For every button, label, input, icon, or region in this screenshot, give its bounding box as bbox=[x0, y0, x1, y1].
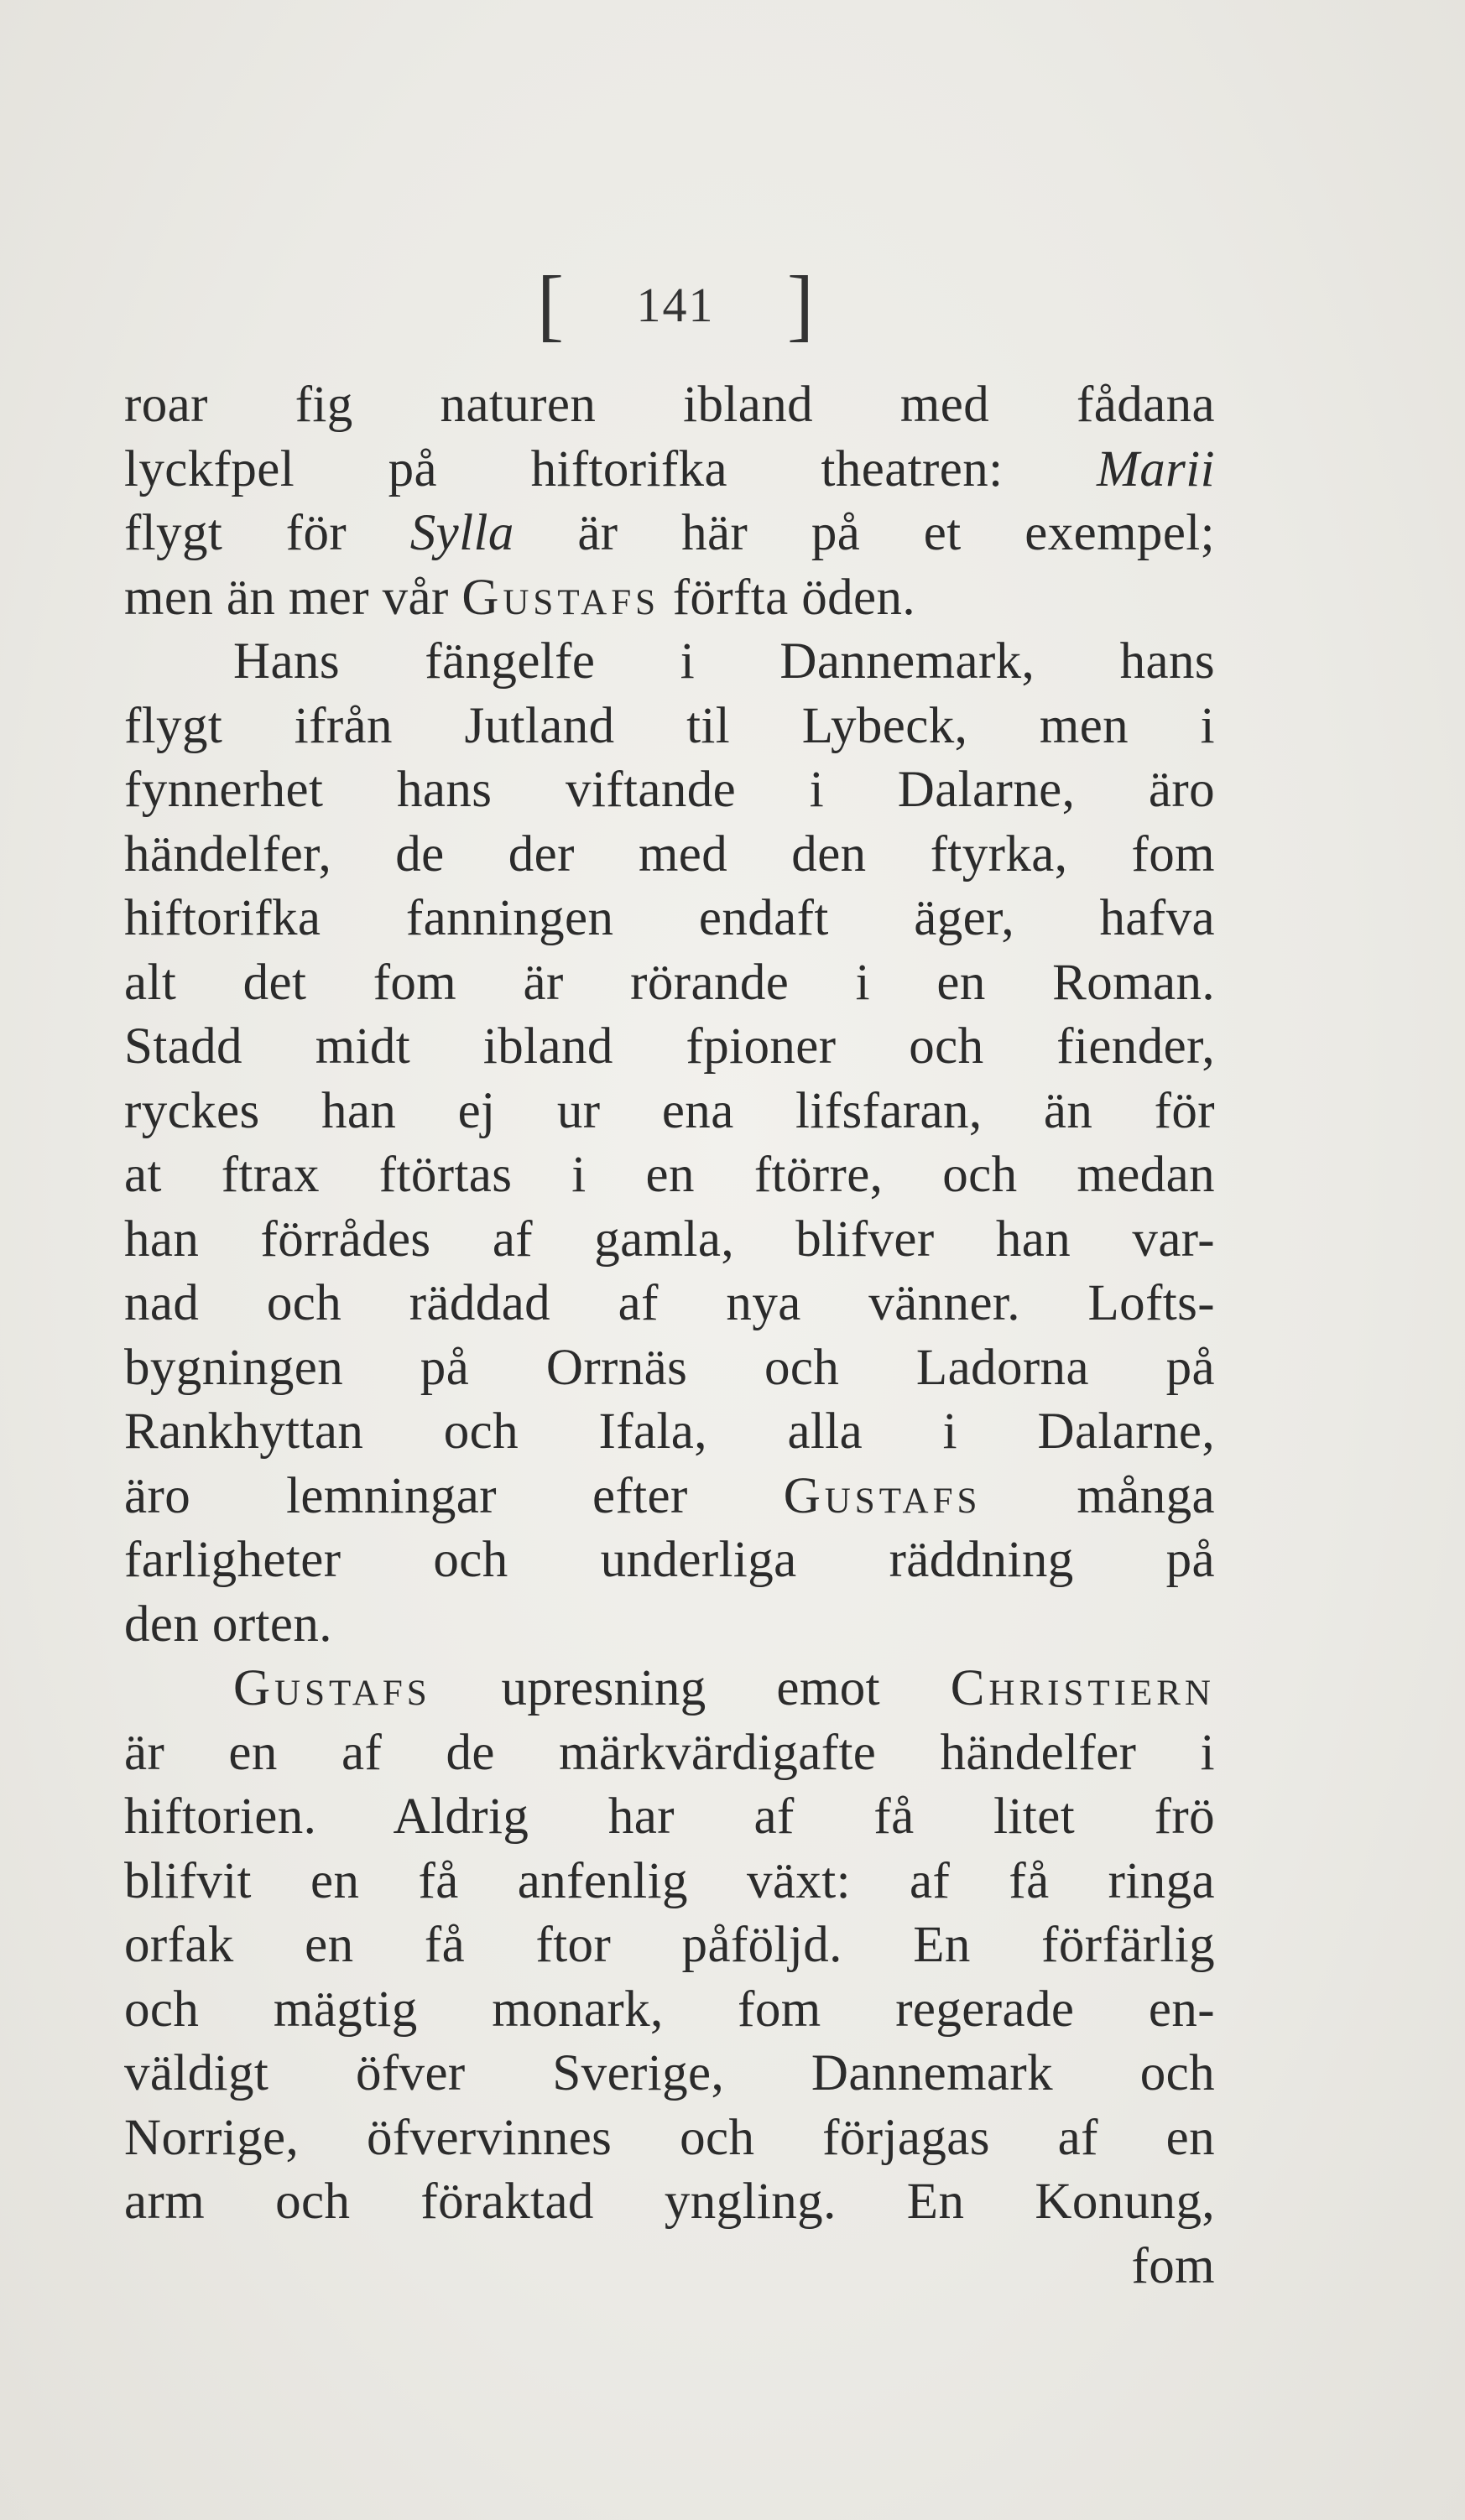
small-caps-name: Gustafs bbox=[461, 569, 660, 626]
text-line bbox=[124, 887, 1215, 951]
text-line bbox=[124, 951, 1215, 1016]
text-segment: Rankhyttan och Ifala, alla i Dalarne, bbox=[124, 1403, 1215, 1460]
text-line bbox=[124, 630, 1215, 695]
text-segment: är en af de märkvärdigafte händelfer i bbox=[124, 1724, 1215, 1781]
text-line bbox=[124, 502, 1215, 566]
text-line bbox=[124, 758, 1215, 823]
text-line bbox=[124, 1593, 1215, 1658]
text-line bbox=[124, 1657, 1215, 1721]
text-line bbox=[124, 1528, 1215, 1593]
text-segment: hiftorifka fanningen endaft äger, hafva bbox=[124, 890, 1215, 946]
page-number: 141 bbox=[636, 277, 715, 332]
text-line bbox=[124, 1913, 1215, 1978]
text-line bbox=[124, 1785, 1215, 1850]
text-segment: flygt ifrån Jutland til Lybeck, men i bbox=[124, 697, 1215, 754]
text-line bbox=[124, 1850, 1215, 1914]
text-segment: roar fig naturen ibland med fådana bbox=[124, 377, 1215, 433]
text-segment: lyckfpel på hiftorifka theatren: bbox=[124, 440, 1097, 497]
text-segment: många bbox=[981, 1467, 1216, 1524]
text-segment: orfak en få ftor påföljd. En förfärlig bbox=[124, 1917, 1215, 1973]
text-segment: upresning emot bbox=[430, 1660, 951, 1716]
text-line bbox=[124, 1015, 1215, 1080]
catchword: fom bbox=[1131, 2237, 1215, 2294]
text-line bbox=[124, 566, 1215, 631]
text-segment: Stadd midt ibland fpioner och fiender, bbox=[124, 1018, 1215, 1075]
text-segment: äro lemningar efter bbox=[124, 1467, 784, 1524]
page-header bbox=[537, 258, 814, 351]
text-line bbox=[124, 1272, 1215, 1336]
text-line bbox=[124, 823, 1215, 888]
text-segment: förfta öden. bbox=[660, 569, 916, 626]
text-segment: blifvit en få anfenlig växt: af få ringa bbox=[124, 1852, 1215, 1909]
text-line bbox=[124, 1336, 1215, 1401]
italic-name: Sylla bbox=[409, 505, 514, 561]
text-line bbox=[124, 373, 1215, 438]
text-line bbox=[124, 1721, 1215, 1786]
text-segment: men än mer vår bbox=[124, 569, 462, 626]
text-line bbox=[124, 1400, 1215, 1465]
small-caps-name: Gustafs bbox=[233, 1660, 431, 1716]
text-segment: är här på et exempel; bbox=[514, 505, 1215, 561]
text-line bbox=[124, 438, 1215, 502]
right-bracket: ] bbox=[787, 259, 814, 349]
text-line bbox=[124, 2106, 1215, 2171]
text-segment: nad och räddad af nya vänner. Lofts- bbox=[124, 1275, 1215, 1331]
text-segment: väldigt öfver Sverige, Dannemark och bbox=[124, 2045, 1215, 2101]
text-segment: händelfer, de der med den ftyrka, fom bbox=[124, 825, 1215, 883]
text-line bbox=[124, 1208, 1215, 1273]
text-segment: arm och föraktad yngling. En Konung, bbox=[124, 2174, 1215, 2230]
text-segment: flygt för bbox=[124, 505, 410, 561]
text-segment: den orten. bbox=[124, 1596, 332, 1653]
text-line bbox=[124, 1143, 1215, 1208]
left-bracket: [ bbox=[537, 259, 564, 349]
text-line bbox=[124, 2042, 1215, 2106]
text-line bbox=[124, 2170, 1215, 2235]
text-segment: ryckes han ej ur ena lifsfaran, än för bbox=[124, 1082, 1215, 1139]
small-caps-name: Christiern bbox=[950, 1660, 1215, 1716]
text-segment: han förrådes af gamla, blifver han var- bbox=[124, 1211, 1215, 1268]
text-segment: hiftorien. Aldrig har af få litet frö bbox=[124, 1788, 1215, 1845]
text-segment: Hans fängelfe i Dannemark, hans bbox=[233, 633, 1215, 690]
text-segment: bygningen på Orrnäs och Ladorna på bbox=[124, 1339, 1215, 1396]
text-segment: Norrige, öfvervinnes och förjagas af en bbox=[124, 2109, 1215, 2166]
text-segment: farligheter och underliga räddning på bbox=[124, 1532, 1215, 1588]
text-line bbox=[124, 1465, 1215, 1529]
text-line bbox=[124, 695, 1215, 759]
body-text bbox=[124, 373, 1215, 2299]
text-segment: at ftrax ftörtas i en ftörre, och medan bbox=[124, 1147, 1215, 1203]
text-line bbox=[124, 1080, 1215, 1144]
small-caps-name: Gustafs bbox=[783, 1467, 982, 1524]
text-line bbox=[124, 1978, 1215, 2043]
text-segment: och mägtig monark, fom regerade en- bbox=[124, 1981, 1215, 2038]
italic-name: Marii bbox=[1097, 440, 1215, 497]
text-segment: fynnerhet hans viftande i Dalarne, äro bbox=[124, 762, 1215, 818]
text-segment: alt det fom är rörande i en Roman. bbox=[124, 954, 1215, 1011]
